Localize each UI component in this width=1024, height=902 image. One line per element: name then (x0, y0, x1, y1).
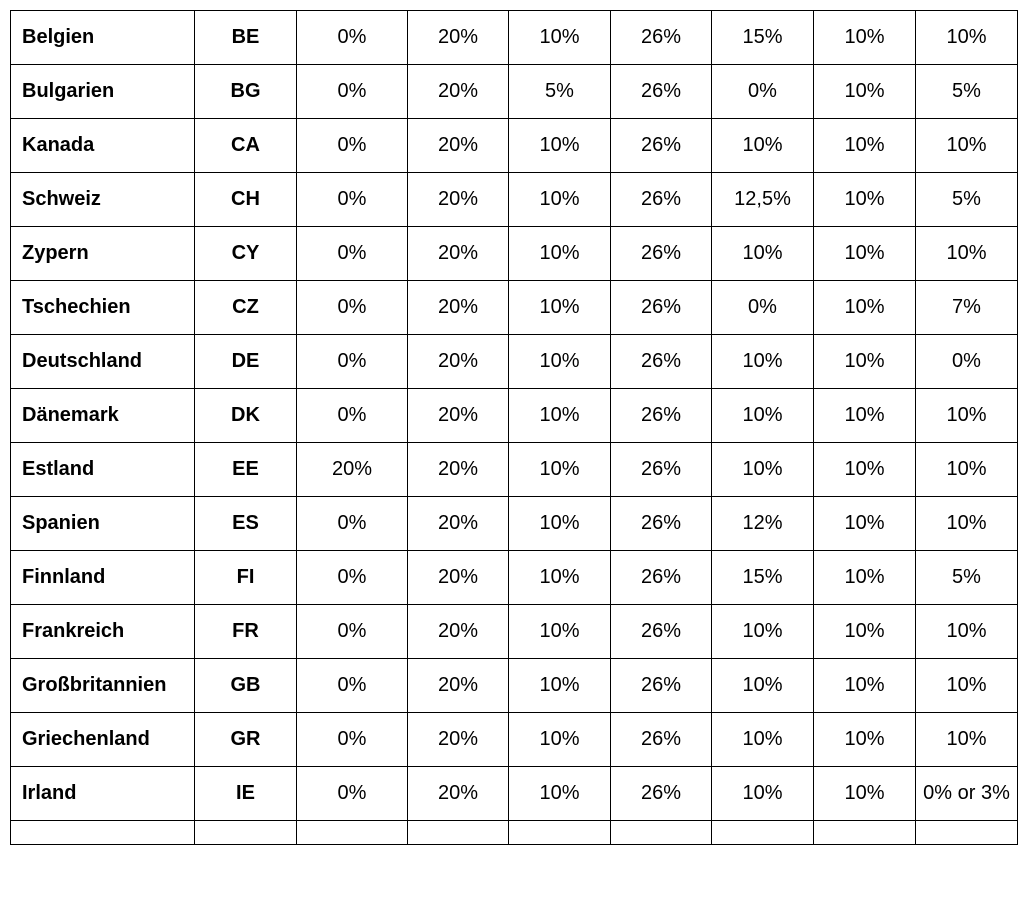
rate-cell: 10% (916, 713, 1018, 767)
rate-cell: 10% (814, 551, 916, 605)
country-name-cell: Dänemark (11, 389, 195, 443)
rate-cell: 20% (408, 11, 509, 65)
rate-cell: 0% (297, 713, 408, 767)
country-name-cell: Finnland (11, 551, 195, 605)
rate-cell: 20% (408, 227, 509, 281)
table-row (11, 173, 1018, 227)
rate-cell: 15% (712, 11, 814, 65)
table-row (11, 659, 1018, 713)
country-name-cell: Zypern (11, 227, 195, 281)
rate-cell: 0% (297, 497, 408, 551)
rate-cell (611, 821, 712, 845)
rate-cell: 10% (814, 11, 916, 65)
rate-cell: 0% (297, 65, 408, 119)
rate-cell: 10% (814, 389, 916, 443)
rate-cell: 26% (611, 659, 712, 713)
country-name-cell: Griechenland (11, 713, 195, 767)
rate-cell (712, 821, 814, 845)
rate-cell: 7% (916, 281, 1018, 335)
rate-cell: 10% (509, 551, 611, 605)
country-code-cell: BG (195, 65, 297, 119)
country-code-cell: CA (195, 119, 297, 173)
rate-cell: 20% (408, 119, 509, 173)
rate-cell: 26% (611, 227, 712, 281)
country-code-cell: CZ (195, 281, 297, 335)
country-name-cell: Frankreich (11, 605, 195, 659)
rate-cell: 0% (297, 227, 408, 281)
country-code-cell: GR (195, 713, 297, 767)
rate-cell: 10% (916, 659, 1018, 713)
rate-cell: 10% (814, 227, 916, 281)
rate-cell: 0% or 3% (916, 767, 1018, 821)
rate-cell: 26% (611, 443, 712, 497)
rate-cell: 0% (916, 335, 1018, 389)
country-code-cell: DE (195, 335, 297, 389)
table-row (11, 443, 1018, 497)
rate-cell: 10% (509, 11, 611, 65)
table-row (11, 821, 1018, 845)
rate-cell: 10% (814, 119, 916, 173)
rate-cell: 10% (814, 173, 916, 227)
rate-cell: 10% (509, 173, 611, 227)
rate-cell: 0% (297, 281, 408, 335)
table-row (11, 605, 1018, 659)
table-row (11, 281, 1018, 335)
rate-cell (297, 821, 408, 845)
country-code-cell: BE (195, 11, 297, 65)
rate-cell: 26% (611, 335, 712, 389)
country-code-cell: GB (195, 659, 297, 713)
rate-cell: 10% (712, 119, 814, 173)
rate-cell: 10% (509, 227, 611, 281)
rate-cell: 20% (408, 443, 509, 497)
rate-cell: 5% (916, 551, 1018, 605)
rate-cell: 20% (408, 497, 509, 551)
rate-cell: 5% (916, 173, 1018, 227)
rate-cell (408, 821, 509, 845)
table-row (11, 767, 1018, 821)
country-code-cell: EE (195, 443, 297, 497)
rate-cell (814, 821, 916, 845)
country-code-cell: CH (195, 173, 297, 227)
table-row (11, 497, 1018, 551)
rate-cell: 26% (611, 11, 712, 65)
rate-cell: 10% (916, 497, 1018, 551)
rate-cell: 10% (712, 335, 814, 389)
rate-cell: 5% (509, 65, 611, 119)
country-name-cell: Irland (11, 767, 195, 821)
rate-cell: 15% (712, 551, 814, 605)
rate-cell: 10% (712, 389, 814, 443)
rate-cell: 10% (916, 389, 1018, 443)
country-code-cell: IE (195, 767, 297, 821)
rate-cell: 20% (408, 65, 509, 119)
country-name-cell (11, 821, 195, 845)
rate-cell: 10% (814, 713, 916, 767)
rate-cell: 10% (509, 713, 611, 767)
rate-cell: 26% (611, 119, 712, 173)
country-name-cell: Großbritannien (11, 659, 195, 713)
table-row (11, 389, 1018, 443)
rate-cell: 26% (611, 281, 712, 335)
rate-cell: 10% (712, 659, 814, 713)
country-name-cell: Tschechien (11, 281, 195, 335)
rate-cell: 10% (814, 65, 916, 119)
country-code-cell (195, 821, 297, 845)
rate-cell: 10% (712, 443, 814, 497)
rate-cell: 10% (916, 11, 1018, 65)
rate-cell: 10% (712, 227, 814, 281)
rate-cell: 10% (509, 767, 611, 821)
rate-cell: 5% (916, 65, 1018, 119)
rate-cell: 26% (611, 767, 712, 821)
rate-cell: 10% (814, 767, 916, 821)
table-row (11, 551, 1018, 605)
rate-cell: 10% (916, 605, 1018, 659)
rate-cell: 0% (297, 767, 408, 821)
rate-cell: 10% (814, 659, 916, 713)
rate-cell: 10% (509, 281, 611, 335)
rate-cell: 10% (814, 605, 916, 659)
country-code-cell: ES (195, 497, 297, 551)
rate-cell: 10% (916, 443, 1018, 497)
rate-cell: 26% (611, 389, 712, 443)
country-name-cell: Spanien (11, 497, 195, 551)
rate-cell: 0% (297, 551, 408, 605)
rate-cell: 20% (408, 173, 509, 227)
rate-cell: 10% (916, 119, 1018, 173)
rate-cell: 26% (611, 605, 712, 659)
rate-cell: 10% (509, 497, 611, 551)
rate-cell: 0% (297, 335, 408, 389)
rate-cell: 20% (408, 389, 509, 443)
rate-cell: 10% (916, 227, 1018, 281)
rate-cell: 10% (814, 443, 916, 497)
rate-cell: 20% (408, 605, 509, 659)
rate-cell: 10% (509, 605, 611, 659)
rate-cell: 12% (712, 497, 814, 551)
country-name-cell: Kanada (11, 119, 195, 173)
rate-cell: 10% (814, 497, 916, 551)
table-row (11, 65, 1018, 119)
rate-cell: 26% (611, 713, 712, 767)
country-name-cell: Deutschland (11, 335, 195, 389)
rate-cell (916, 821, 1018, 845)
country-code-cell: DK (195, 389, 297, 443)
rate-cell: 10% (509, 443, 611, 497)
table-row (11, 11, 1018, 65)
rate-cell: 0% (297, 119, 408, 173)
rate-cell: 0% (297, 11, 408, 65)
rate-cell: 26% (611, 497, 712, 551)
rate-cell: 20% (297, 443, 408, 497)
table-row (11, 713, 1018, 767)
rate-cell: 0% (712, 65, 814, 119)
table-row (11, 119, 1018, 173)
rate-cell: 0% (297, 173, 408, 227)
rate-cell: 10% (509, 389, 611, 443)
rate-cell: 26% (611, 551, 712, 605)
rate-cell: 20% (408, 335, 509, 389)
country-code-cell: CY (195, 227, 297, 281)
rate-cell: 0% (297, 389, 408, 443)
country-code-cell: FI (195, 551, 297, 605)
rate-cell: 0% (297, 659, 408, 713)
rate-cell: 10% (712, 767, 814, 821)
rate-cell: 20% (408, 767, 509, 821)
rate-cell: 26% (611, 173, 712, 227)
rate-cell: 10% (509, 119, 611, 173)
rate-cell: 10% (712, 605, 814, 659)
rate-cell (509, 821, 611, 845)
rate-cell: 20% (408, 281, 509, 335)
rate-cell: 10% (509, 335, 611, 389)
table-body (11, 11, 1018, 845)
tax-rate-table (10, 10, 1018, 845)
country-name-cell: Schweiz (11, 173, 195, 227)
rate-cell: 20% (408, 659, 509, 713)
rate-cell: 12,5% (712, 173, 814, 227)
rate-cell: 10% (814, 335, 916, 389)
rate-cell: 10% (712, 713, 814, 767)
table-row (11, 227, 1018, 281)
country-code-cell: FR (195, 605, 297, 659)
country-name-cell: Estland (11, 443, 195, 497)
rate-cell: 0% (297, 605, 408, 659)
table-row (11, 335, 1018, 389)
rate-cell: 10% (509, 659, 611, 713)
rate-cell: 20% (408, 551, 509, 605)
rate-cell: 10% (814, 281, 916, 335)
country-name-cell: Belgien (11, 11, 195, 65)
rate-cell: 0% (712, 281, 814, 335)
rate-cell: 26% (611, 65, 712, 119)
country-name-cell: Bulgarien (11, 65, 195, 119)
rate-cell: 20% (408, 713, 509, 767)
